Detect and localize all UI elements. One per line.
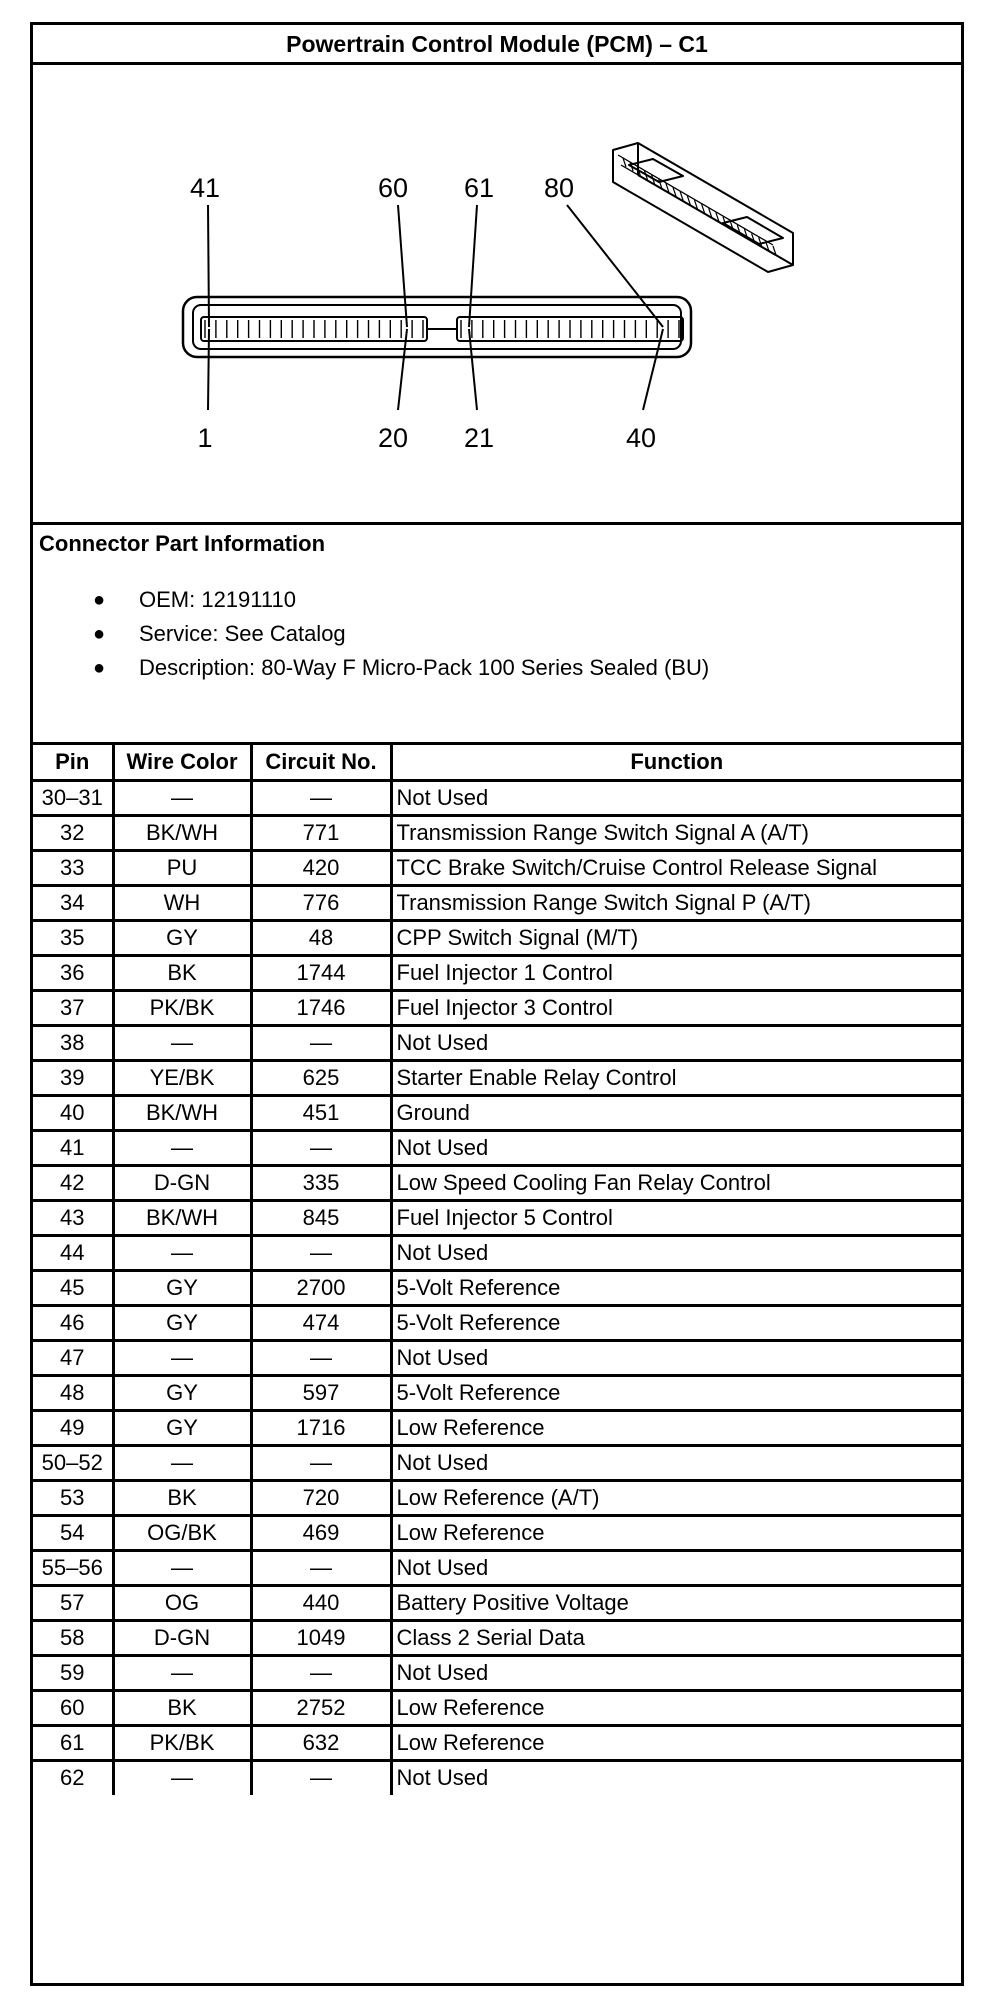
wire-color-cell: — bbox=[113, 1130, 251, 1165]
wire-color-cell: — bbox=[113, 1025, 251, 1060]
circuit-number-cell: — bbox=[251, 1130, 391, 1165]
circuit-number-cell: 776 bbox=[251, 885, 391, 920]
header-function: Function bbox=[391, 745, 961, 780]
circuit-number-cell: 1744 bbox=[251, 955, 391, 990]
function-cell: Not Used bbox=[391, 1550, 961, 1585]
pin-label-80: 80 bbox=[543, 173, 575, 203]
wire-color-cell: GY bbox=[113, 1410, 251, 1445]
circuit-number-cell: 420 bbox=[251, 850, 391, 885]
table-row bbox=[33, 1025, 961, 1060]
table-row bbox=[33, 1235, 961, 1270]
page-title: Powertrain Control Module (PCM) – C1 bbox=[33, 25, 961, 65]
table-row bbox=[33, 1655, 961, 1690]
pin-cell: 46 bbox=[33, 1305, 113, 1340]
function-cell: Low Reference bbox=[391, 1690, 961, 1725]
connector-info-heading: Connector Part Information bbox=[39, 531, 326, 556]
function-cell: Low Reference bbox=[391, 1725, 961, 1760]
pin-cell: 47 bbox=[33, 1340, 113, 1375]
function-cell: Ground bbox=[391, 1095, 961, 1130]
function-cell: Fuel Injector 5 Control bbox=[391, 1200, 961, 1235]
function-cell: TCC Brake Switch/Cruise Control Release Signal bbox=[391, 850, 961, 885]
wire-color-cell: BK bbox=[113, 1480, 251, 1515]
wire-color-cell: D-GN bbox=[113, 1165, 251, 1200]
pin-cell: 50–52 bbox=[33, 1445, 113, 1480]
pin-cell: 62 bbox=[33, 1760, 113, 1795]
oem-item bbox=[39, 583, 961, 617]
wire-color-cell: GY bbox=[113, 1375, 251, 1410]
function-cell: Transmission Range Switch Signal A (A/T) bbox=[391, 815, 961, 850]
pin-label-1: 1 bbox=[197, 423, 213, 453]
function-cell: Low Reference bbox=[391, 1410, 961, 1445]
wire-color-cell: — bbox=[113, 780, 251, 815]
circuit-number-cell: — bbox=[251, 780, 391, 815]
pin-cell: 48 bbox=[33, 1375, 113, 1410]
circuit-number-cell: 1746 bbox=[251, 990, 391, 1025]
wire-color-cell: — bbox=[113, 1655, 251, 1690]
table-row bbox=[33, 1515, 961, 1550]
table-row bbox=[33, 990, 961, 1025]
function-cell: Battery Positive Voltage bbox=[391, 1585, 961, 1620]
circuit-number-cell: 474 bbox=[251, 1305, 391, 1340]
circuit-number-cell: 48 bbox=[251, 920, 391, 955]
function-cell: Not Used bbox=[391, 1025, 961, 1060]
function-cell: Transmission Range Switch Signal P (A/T) bbox=[391, 885, 961, 920]
description-item bbox=[39, 651, 961, 685]
connector-end-view-frame bbox=[30, 22, 964, 1986]
wire-color-cell: — bbox=[113, 1760, 251, 1795]
wire-color-cell: BK/WH bbox=[113, 1200, 251, 1235]
circuit-number-cell: 451 bbox=[251, 1095, 391, 1130]
function-cell: Class 2 Serial Data bbox=[391, 1620, 961, 1655]
wire-color-cell: BK/WH bbox=[113, 1095, 251, 1130]
pin-cell: 60 bbox=[33, 1690, 113, 1725]
function-cell: 5-Volt Reference bbox=[391, 1305, 961, 1340]
pin-cell: 43 bbox=[33, 1200, 113, 1235]
wire-color-cell: D-GN bbox=[113, 1620, 251, 1655]
connector-diagram bbox=[33, 65, 961, 525]
circuit-number-cell: 1049 bbox=[251, 1620, 391, 1655]
circuit-number-cell: — bbox=[251, 1550, 391, 1585]
circuit-number-cell: 2700 bbox=[251, 1270, 391, 1305]
pin-cell: 53 bbox=[33, 1480, 113, 1515]
pin-cell: 61 bbox=[33, 1725, 113, 1760]
circuit-number-cell: — bbox=[251, 1340, 391, 1375]
circuit-number-cell: 469 bbox=[251, 1515, 391, 1550]
pin-cell: 42 bbox=[33, 1165, 113, 1200]
wire-color-cell: PK/BK bbox=[113, 990, 251, 1025]
connector-info-list bbox=[39, 583, 961, 685]
function-cell: Fuel Injector 3 Control bbox=[391, 990, 961, 1025]
leader-lines bbox=[208, 205, 663, 410]
pin-cell: 32 bbox=[33, 815, 113, 850]
description-text: Description: 80-Way F Micro-Pack 100 Series Sealed (BU) bbox=[139, 655, 710, 680]
wire-color-cell: — bbox=[113, 1445, 251, 1480]
table-row bbox=[33, 1410, 961, 1445]
pinout-table bbox=[33, 745, 961, 1795]
pin-cell: 58 bbox=[33, 1620, 113, 1655]
function-cell: Not Used bbox=[391, 1130, 961, 1165]
table-row bbox=[33, 1445, 961, 1480]
circuit-number-cell: — bbox=[251, 1025, 391, 1060]
table-row bbox=[33, 1165, 961, 1200]
function-cell: Not Used bbox=[391, 1655, 961, 1690]
wire-color-cell: GY bbox=[113, 1270, 251, 1305]
circuit-number-cell: 845 bbox=[251, 1200, 391, 1235]
header-wire-color: Wire Color bbox=[113, 745, 251, 780]
table-row bbox=[33, 1200, 961, 1235]
wire-color-cell: — bbox=[113, 1340, 251, 1375]
bullet-icon: ● bbox=[93, 657, 106, 679]
table-row bbox=[33, 955, 961, 990]
function-cell: Not Used bbox=[391, 1340, 961, 1375]
table-row bbox=[33, 1480, 961, 1515]
pin-cell: 49 bbox=[33, 1410, 113, 1445]
circuit-number-cell: 771 bbox=[251, 815, 391, 850]
circuit-number-cell: — bbox=[251, 1655, 391, 1690]
table-row bbox=[33, 1095, 961, 1130]
wire-color-cell: PU bbox=[113, 850, 251, 885]
pin-cell: 37 bbox=[33, 990, 113, 1025]
wire-color-cell: WH bbox=[113, 885, 251, 920]
circuit-number-cell: 335 bbox=[251, 1165, 391, 1200]
function-cell: 5-Volt Reference bbox=[391, 1375, 961, 1410]
table-row bbox=[33, 920, 961, 955]
wire-color-cell: — bbox=[113, 1550, 251, 1585]
table-row bbox=[33, 850, 961, 885]
wire-color-cell: — bbox=[113, 1235, 251, 1270]
wire-color-cell: GY bbox=[113, 1305, 251, 1340]
pin-cell: 30–31 bbox=[33, 780, 113, 815]
header-circuit-no: Circuit No. bbox=[251, 745, 391, 780]
table-row bbox=[33, 1375, 961, 1410]
pin-cell: 59 bbox=[33, 1655, 113, 1690]
table-row bbox=[33, 885, 961, 920]
pinout-table-body bbox=[33, 780, 961, 1795]
connector-isometric-icon bbox=[613, 143, 793, 272]
wire-color-cell: BK/WH bbox=[113, 815, 251, 850]
wire-color-cell: PK/BK bbox=[113, 1725, 251, 1760]
table-row bbox=[33, 1620, 961, 1655]
function-cell: Low Reference bbox=[391, 1515, 961, 1550]
function-cell: Not Used bbox=[391, 780, 961, 815]
circuit-number-cell: — bbox=[251, 1235, 391, 1270]
table-row bbox=[33, 1725, 961, 1760]
circuit-number-cell: — bbox=[251, 1445, 391, 1480]
circuit-number-cell: 597 bbox=[251, 1375, 391, 1410]
wire-color-cell: OG bbox=[113, 1585, 251, 1620]
pin-cell: 55–56 bbox=[33, 1550, 113, 1585]
pin-cell: 33 bbox=[33, 850, 113, 885]
bullet-icon: ● bbox=[93, 589, 106, 611]
function-cell: 5-Volt Reference bbox=[391, 1270, 961, 1305]
wire-color-cell: OG/BK bbox=[113, 1515, 251, 1550]
table-header-row bbox=[33, 745, 961, 780]
service-item bbox=[39, 617, 961, 651]
circuit-number-cell: 1716 bbox=[251, 1410, 391, 1445]
table-row bbox=[33, 1760, 961, 1795]
pin-label-20: 20 bbox=[377, 423, 409, 453]
table-row bbox=[33, 1690, 961, 1725]
pin-label-61: 61 bbox=[463, 173, 495, 203]
table-row bbox=[33, 1060, 961, 1095]
wire-color-cell: YE/BK bbox=[113, 1060, 251, 1095]
pin-cell: 57 bbox=[33, 1585, 113, 1620]
function-cell: Low Speed Cooling Fan Relay Control bbox=[391, 1165, 961, 1200]
pin-label-40: 40 bbox=[625, 423, 657, 453]
pin-cell: 44 bbox=[33, 1235, 113, 1270]
pin-cell: 38 bbox=[33, 1025, 113, 1060]
pin-label-60: 60 bbox=[377, 173, 409, 203]
circuit-number-cell: 2752 bbox=[251, 1690, 391, 1725]
pin-cell: 41 bbox=[33, 1130, 113, 1165]
wire-color-cell: BK bbox=[113, 1690, 251, 1725]
circuit-number-cell: 720 bbox=[251, 1480, 391, 1515]
function-cell: Not Used bbox=[391, 1445, 961, 1480]
circuit-number-cell: 632 bbox=[251, 1725, 391, 1760]
function-cell: Not Used bbox=[391, 1235, 961, 1270]
table-row bbox=[33, 1130, 961, 1165]
connector-drawing bbox=[33, 65, 961, 522]
service-text: Service: See Catalog bbox=[139, 621, 346, 646]
table-row bbox=[33, 1340, 961, 1375]
wire-color-cell: GY bbox=[113, 920, 251, 955]
table-row bbox=[33, 1585, 961, 1620]
table-row bbox=[33, 1550, 961, 1585]
circuit-number-cell: — bbox=[251, 1760, 391, 1795]
pin-cell: 39 bbox=[33, 1060, 113, 1095]
pin-cell: 36 bbox=[33, 955, 113, 990]
header-pin: Pin bbox=[33, 745, 113, 780]
wire-color-cell: BK bbox=[113, 955, 251, 990]
function-cell: Starter Enable Relay Control bbox=[391, 1060, 961, 1095]
oem-text: OEM: 12191110 bbox=[139, 587, 296, 612]
function-cell: Low Reference (A/T) bbox=[391, 1480, 961, 1515]
table-row bbox=[33, 780, 961, 815]
function-cell: CPP Switch Signal (M/T) bbox=[391, 920, 961, 955]
circuit-number-cell: 440 bbox=[251, 1585, 391, 1620]
pin-label-21: 21 bbox=[463, 423, 495, 453]
pin-cell: 40 bbox=[33, 1095, 113, 1130]
function-cell: Not Used bbox=[391, 1760, 961, 1795]
pin-cell: 35 bbox=[33, 920, 113, 955]
table-row bbox=[33, 1270, 961, 1305]
bullet-icon: ● bbox=[93, 623, 106, 645]
circuit-number-cell: 625 bbox=[251, 1060, 391, 1095]
table-row bbox=[33, 815, 961, 850]
pin-cell: 54 bbox=[33, 1515, 113, 1550]
pin-cell: 34 bbox=[33, 885, 113, 920]
connector-part-information bbox=[33, 525, 961, 745]
pin-label-41: 41 bbox=[189, 173, 221, 203]
table-row bbox=[33, 1305, 961, 1340]
pin-cell: 45 bbox=[33, 1270, 113, 1305]
function-cell: Fuel Injector 1 Control bbox=[391, 955, 961, 990]
